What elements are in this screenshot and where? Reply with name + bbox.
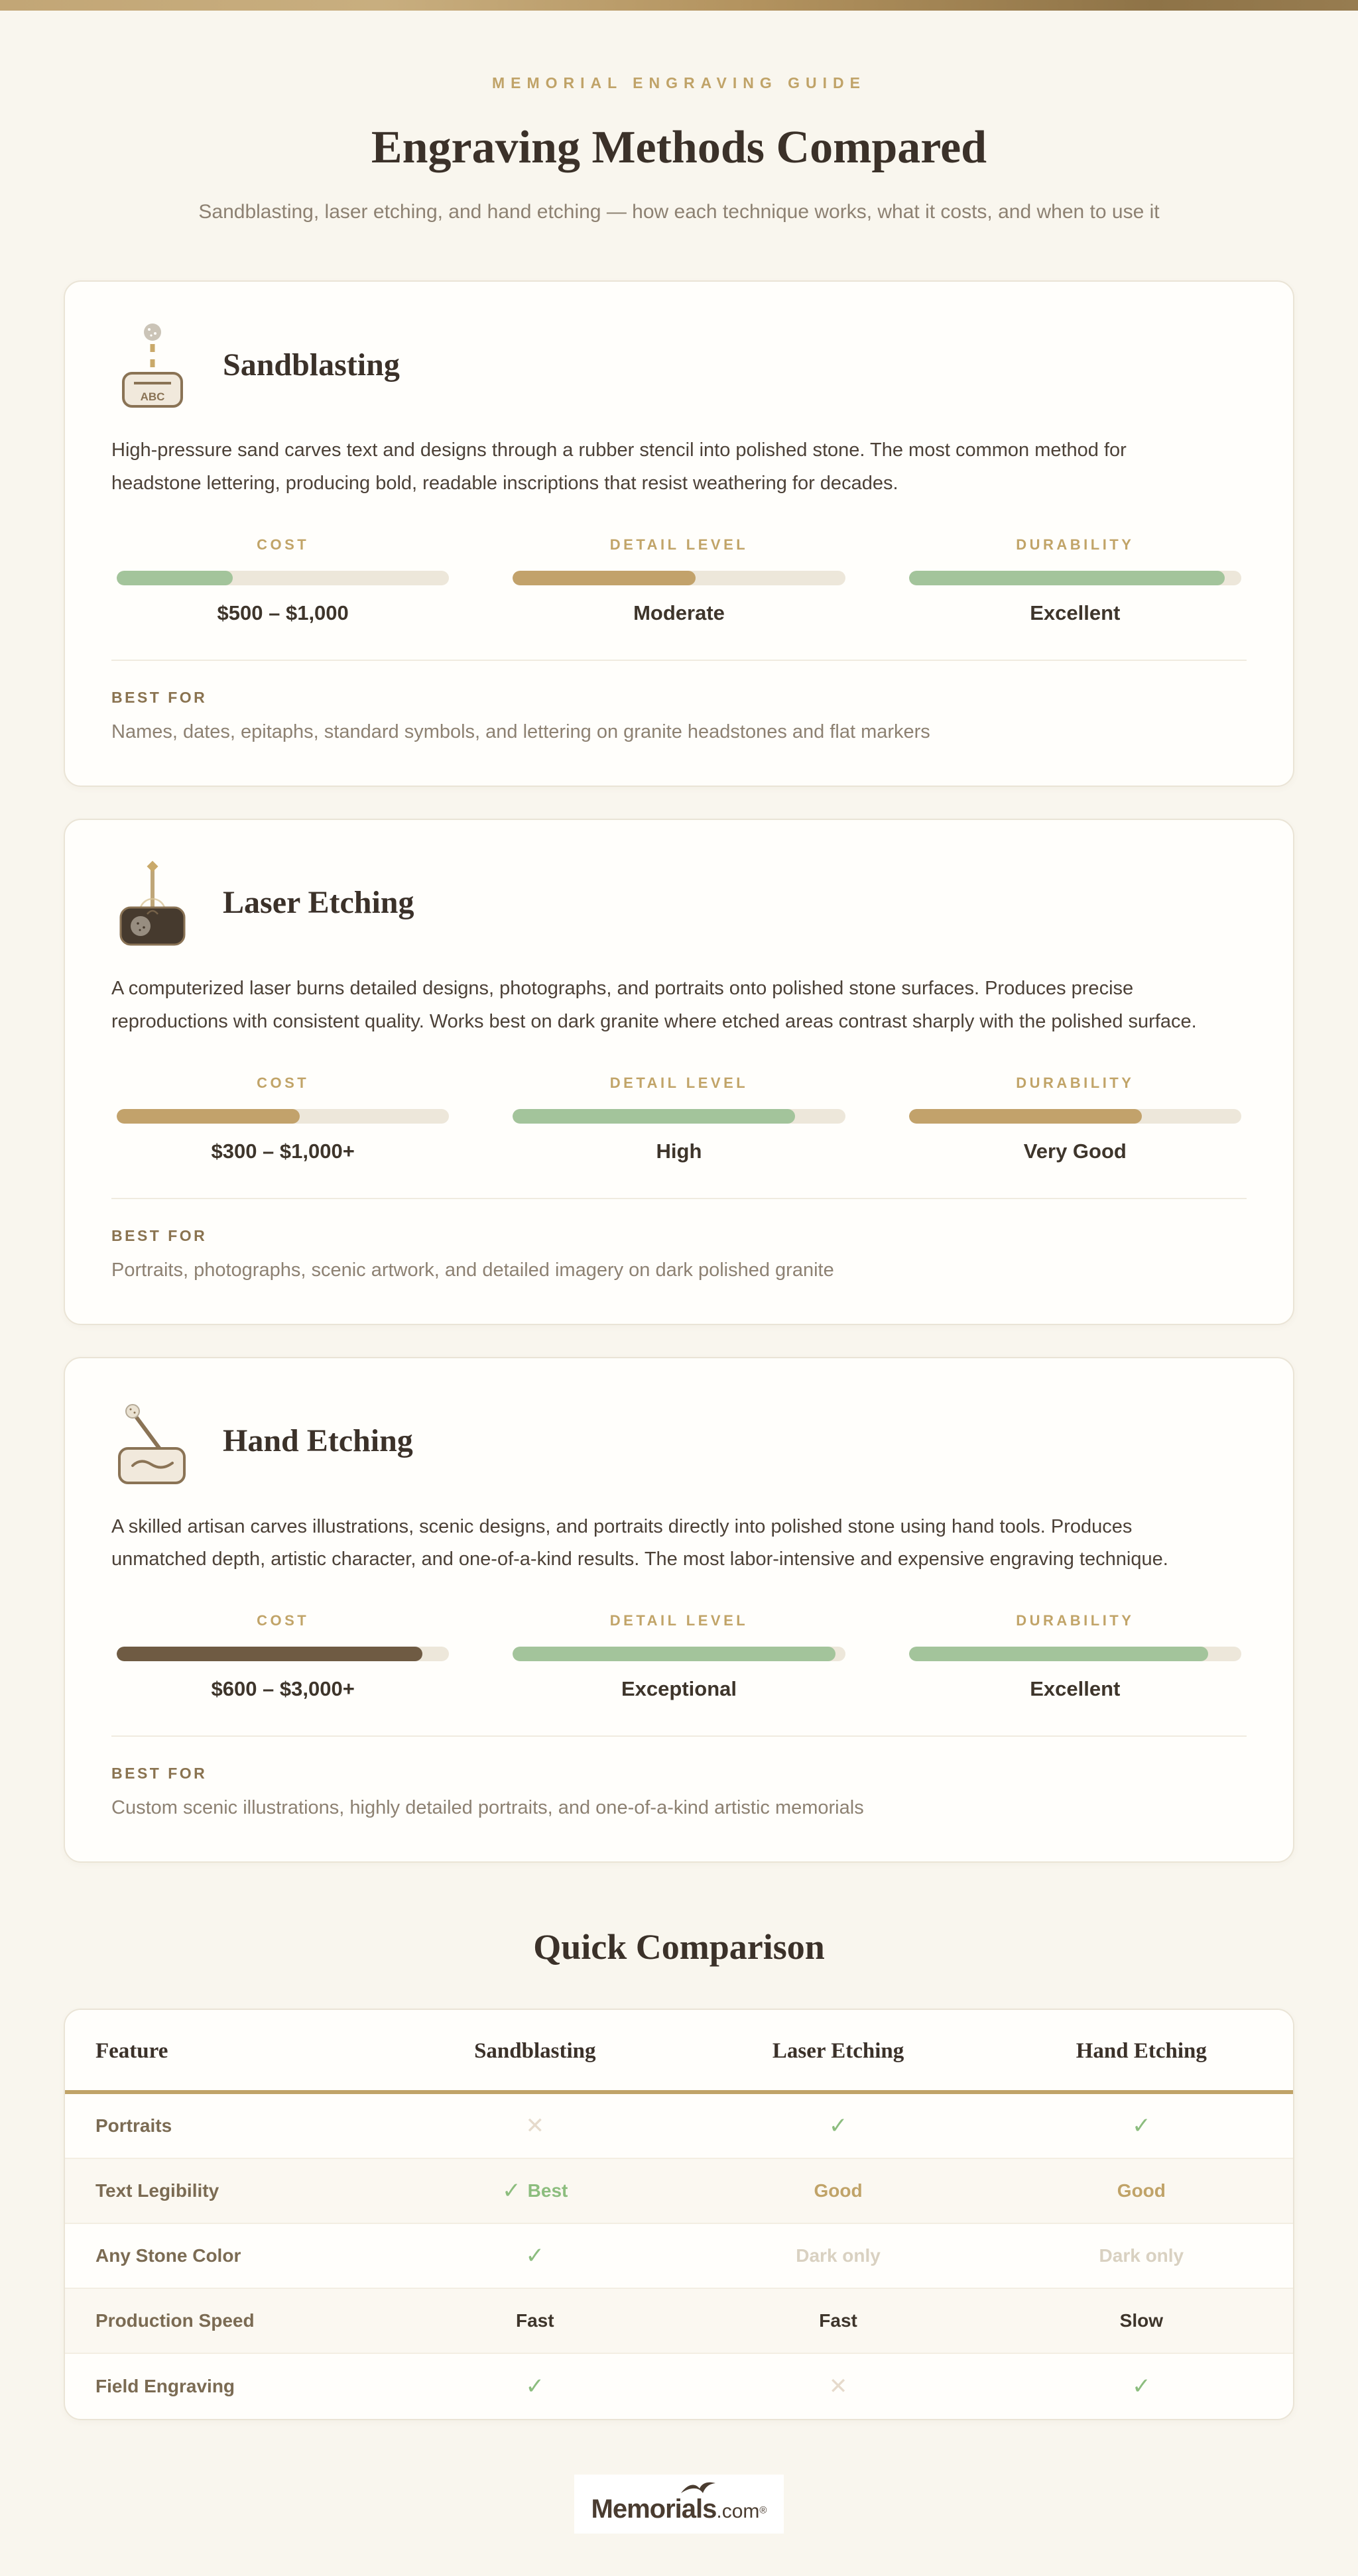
- logo-domain-suffix: .com: [716, 2500, 760, 2523]
- table-cell: [686, 2245, 989, 2266]
- row-label: Portraits: [95, 2115, 172, 2137]
- meter-value: $500 – $1,000: [217, 601, 349, 624]
- column-header-feature: Feature: [95, 2039, 168, 2064]
- check-icon: ✓: [1132, 2374, 1151, 2400]
- check-icon: ✓: [525, 2243, 545, 2269]
- table-cell: [990, 2375, 1293, 2398]
- cell-text: Fast: [819, 2310, 857, 2331]
- cell-text: Dark only: [1099, 2245, 1184, 2266]
- table-row-any-stone-color: [65, 2224, 1293, 2289]
- page-subtitle: Sandblasting, laser etching, and hand etching — how each technique works, what it costs, and when to use it: [198, 201, 1160, 223]
- meter-track: [909, 1109, 1241, 1124]
- best-for-label: BEST FOR: [111, 1226, 208, 1244]
- check-icon: ✓: [525, 2374, 545, 2400]
- meter-fill: [117, 571, 233, 585]
- meter-track: [117, 571, 449, 585]
- bird-icon: [680, 2480, 716, 2494]
- detail-level-meter: [513, 1612, 845, 1701]
- divider: [111, 1735, 1247, 1737]
- meter-label: COST: [257, 536, 310, 553]
- row-label: Production Speed: [95, 2310, 255, 2331]
- cost-meter: [117, 536, 449, 625]
- table-body: [65, 2094, 1293, 2419]
- best-for-label: BEST FOR: [111, 1765, 208, 1783]
- detail-level-meter: [513, 1075, 845, 1163]
- table-cell: [990, 2180, 1293, 2201]
- content-column: [64, 280, 1294, 2420]
- metric-row: [111, 1075, 1247, 1163]
- check-icon: ✓: [828, 2113, 848, 2139]
- table-row-field-engraving: [65, 2354, 1293, 2419]
- divider: [111, 660, 1247, 661]
- card-header: [111, 1397, 1247, 1486]
- column-header-laser-etching: Laser Etching: [772, 2039, 904, 2064]
- check-icon: ✓: [1132, 2113, 1151, 2139]
- table-cell: [686, 2310, 989, 2331]
- meter-fill: [909, 1647, 1208, 1661]
- meter-fill: [909, 1109, 1142, 1124]
- method-description: A skilled artisan carves illustrations, scenic designs, and portraits directly into polished stone using hand tools. Produces unmatched depth, artistic character, and one-of-a-kind results. The most labor-intensive and expensive engraving technique.: [111, 1515, 1168, 1570]
- meter-track: [513, 571, 845, 585]
- meter-label: DETAIL LEVEL: [609, 536, 749, 553]
- meter-value: $300 – $1,000+: [211, 1139, 355, 1163]
- comparison-section-title: Quick Comparison: [533, 1927, 825, 1967]
- cross-icon: ✕: [828, 2374, 848, 2400]
- cell-text: Best: [527, 2180, 568, 2201]
- memorials-logo: [574, 2475, 784, 2534]
- durability-meter: [909, 536, 1241, 625]
- meter-track: [909, 1647, 1241, 1661]
- table-cell: [383, 2245, 686, 2267]
- meter-fill: [513, 1647, 835, 1661]
- comparison-table: [64, 2009, 1294, 2420]
- method-title: Laser Etching: [223, 885, 414, 921]
- row-label: Text Legibility: [95, 2180, 219, 2201]
- card-header: [111, 858, 1247, 947]
- top-accent-bar: [0, 0, 1358, 11]
- cell-text: Fast: [515, 2310, 554, 2331]
- logo-wordmark: Memorials: [591, 2494, 717, 2524]
- meter-value: High: [656, 1139, 702, 1163]
- divider: [111, 1198, 1247, 1199]
- durability-meter: [909, 1075, 1241, 1163]
- cell-text: Good: [1117, 2180, 1166, 2201]
- page-header: [0, 11, 1358, 223]
- cost-meter: [117, 1612, 449, 1701]
- table-row-text-legibility: [65, 2159, 1293, 2224]
- row-label: Field Engraving: [95, 2376, 235, 2397]
- meter-label: COST: [257, 1074, 310, 1091]
- meter-value: Very Good: [1023, 1139, 1127, 1163]
- metric-row: [111, 536, 1247, 625]
- method-title: Sandblasting: [223, 347, 400, 382]
- table-cell: [383, 2310, 686, 2331]
- hand-etching-icon: [111, 1397, 194, 1486]
- cell-text: Dark only: [796, 2245, 881, 2266]
- laser-etching-icon: [111, 858, 194, 947]
- durability-meter: [909, 1612, 1241, 1701]
- meter-fill: [117, 1109, 300, 1124]
- metric-row: [111, 1612, 1247, 1701]
- cross-icon: ✕: [525, 2113, 545, 2139]
- method-title: Hand Etching: [223, 1423, 413, 1458]
- table-cell: [990, 2245, 1293, 2266]
- meter-track: [909, 571, 1241, 585]
- method-description: A computerized laser burns detailed designs, photographs, and portraits onto polished stone surfaces. Produces precise reproductions with consistent quality. Works best on dark granite where etched areas contrast sharply with the polished surface.: [111, 977, 1197, 1032]
- registered-mark: ®: [759, 2504, 767, 2516]
- meter-track: [117, 1109, 449, 1124]
- meter-fill: [513, 571, 696, 585]
- meter-value: Excellent: [1030, 1677, 1121, 1701]
- page-title: Engraving Methods Compared: [371, 122, 987, 173]
- logo-text: [591, 2494, 767, 2524]
- method-card-hand-etching: [64, 1357, 1294, 1863]
- meter-label: DURABILITY: [1016, 1612, 1135, 1629]
- method-description: High-pressure sand carves text and designs through a rubber stencil into polished stone. The most common method for headstone lettering, producing bold, readable inscriptions that resist weathering for decades.: [111, 439, 1127, 494]
- table-row-portraits: [65, 2094, 1293, 2159]
- cost-meter: [117, 1075, 449, 1163]
- method-card-sandblasting: [64, 280, 1294, 787]
- best-for-text: Names, dates, epitaphs, standard symbols, and lettering on granite headstones and flat markers: [111, 721, 930, 742]
- meter-value: Excellent: [1030, 601, 1121, 624]
- cell-text: Slow: [1119, 2310, 1164, 2331]
- meter-fill: [513, 1109, 795, 1124]
- column-header-sandblasting: Sandblasting: [474, 2039, 596, 2064]
- meter-label: DURABILITY: [1016, 1074, 1135, 1091]
- meter-track: [513, 1109, 845, 1124]
- meter-label: DURABILITY: [1016, 536, 1135, 553]
- meter-label: DETAIL LEVEL: [609, 1074, 749, 1091]
- method-card-laser-etching: [64, 819, 1294, 1325]
- table-cell: [686, 2115, 989, 2137]
- table-cell: [686, 2180, 989, 2201]
- table-cell: [383, 2115, 686, 2137]
- meter-value: Moderate: [633, 601, 725, 624]
- row-label: Any Stone Color: [95, 2245, 241, 2266]
- table-cell: [383, 2180, 686, 2202]
- table-header-row: [65, 2010, 1293, 2094]
- sandblasting-icon: [111, 320, 194, 409]
- eyebrow-label: MEMORIAL ENGRAVING GUIDE: [492, 74, 866, 91]
- table-cell: [990, 2115, 1293, 2137]
- table-cell: [990, 2310, 1293, 2331]
- best-for-text: Custom scenic illustrations, highly detailed portraits, and one-of-a-kind artistic memorials: [111, 1797, 864, 1819]
- check-icon: ✓: [502, 2178, 521, 2204]
- page-footer: [0, 2420, 1358, 2576]
- meter-fill: [909, 571, 1225, 585]
- column-header-hand-etching: Hand Etching: [1076, 2039, 1207, 2064]
- table-cell: [383, 2375, 686, 2398]
- meter-label: DETAIL LEVEL: [609, 1612, 749, 1629]
- table-cell: [686, 2375, 989, 2398]
- meter-label: COST: [257, 1612, 310, 1629]
- meter-track: [117, 1647, 449, 1661]
- best-for-label: BEST FOR: [111, 688, 208, 706]
- table-row-production-speed: [65, 2289, 1293, 2354]
- detail-level-meter: [513, 536, 845, 625]
- card-header: [111, 320, 1247, 409]
- meter-value: $600 – $3,000+: [211, 1677, 355, 1701]
- best-for-text: Portraits, photographs, scenic artwork, and detailed imagery on dark polished granite: [111, 1259, 834, 1281]
- meter-fill: [117, 1647, 422, 1661]
- meter-track: [513, 1647, 845, 1661]
- meter-value: Exceptional: [621, 1677, 737, 1701]
- svg-text:ABC: ABC: [140, 390, 165, 403]
- cell-text: Good: [814, 2180, 863, 2201]
